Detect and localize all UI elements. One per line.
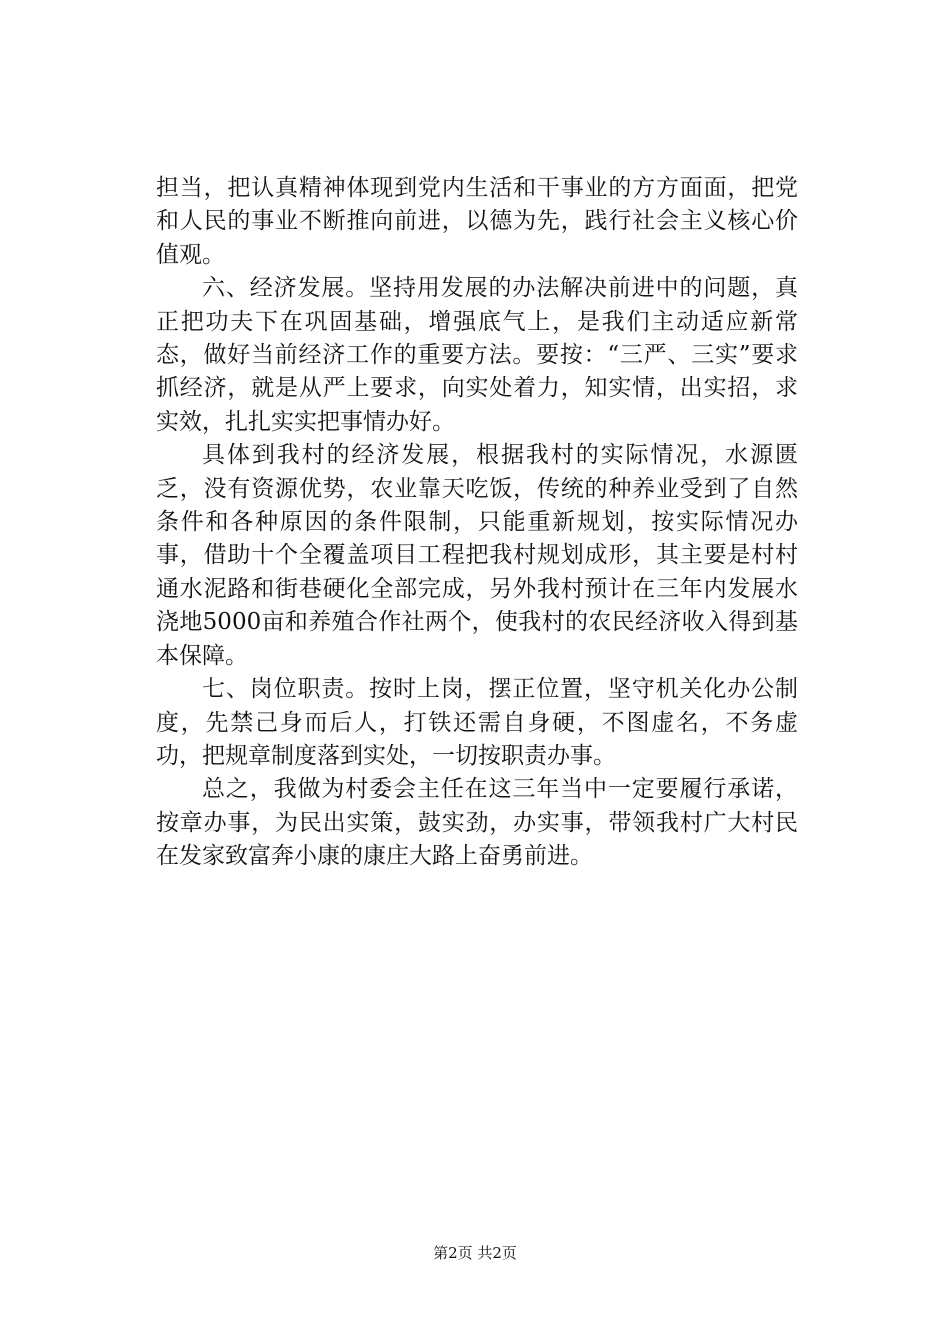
- paragraph-economic-development: 六、经济发展。坚持用发展的办法解决前进中的问题，真正把功夫下在巩固基础，增强底气上，是我们主动适应新常态，做好当前经济工作的重要方法。要按：“三严、三实”要求抓经济，就是从严上要求，向实处着力，知实情，出实招，求实效，扎扎实实把事情办好。: [156, 275, 798, 435]
- paragraph-conclusion: 总之，我做为村委会主任在这三年当中一定要履行承诺，按章办事，为民出实策，鼓实劲，办实事，带领我村广大村民在发家致富奔小康的康庄大路上奋勇前进。: [156, 776, 798, 870]
- document-body: [156, 172, 798, 874]
- paragraph-continuation: 担当，把认真精神体现到党内生活和干事业的方方面面，把党和人民的事业不断推向前进，以德为先，践行社会主义核心价值观。: [156, 175, 798, 268]
- paragraph-village-economy: 具体到我村的经济发展，根据我村的实际情况，水源匮乏，没有资源优势，农业靠天吃饭，传统的种养业受到了自然条件和各种原因的条件限制，只能重新规划，按实际情况办事，借助十个全覆盖项目工程把我村规划成形，其主要是村村通水泥路和街巷硬化全部完成，另外我村预计在三年内发展水浇地5000亩和养殖合作社两个，使我村的农民经济收入得到基本保障。: [156, 442, 798, 669]
- page-number-footer: 第2页 共2页: [433, 1244, 517, 1262]
- paragraph-job-duties: 七、岗位职责。按时上岗，摆正位置，坚守机关化办公制度，先禁己身而后人，打铁还需自身硬，不图虚名，不务虚功，把规章制度落到实处，一切按职责办事。: [156, 676, 798, 769]
